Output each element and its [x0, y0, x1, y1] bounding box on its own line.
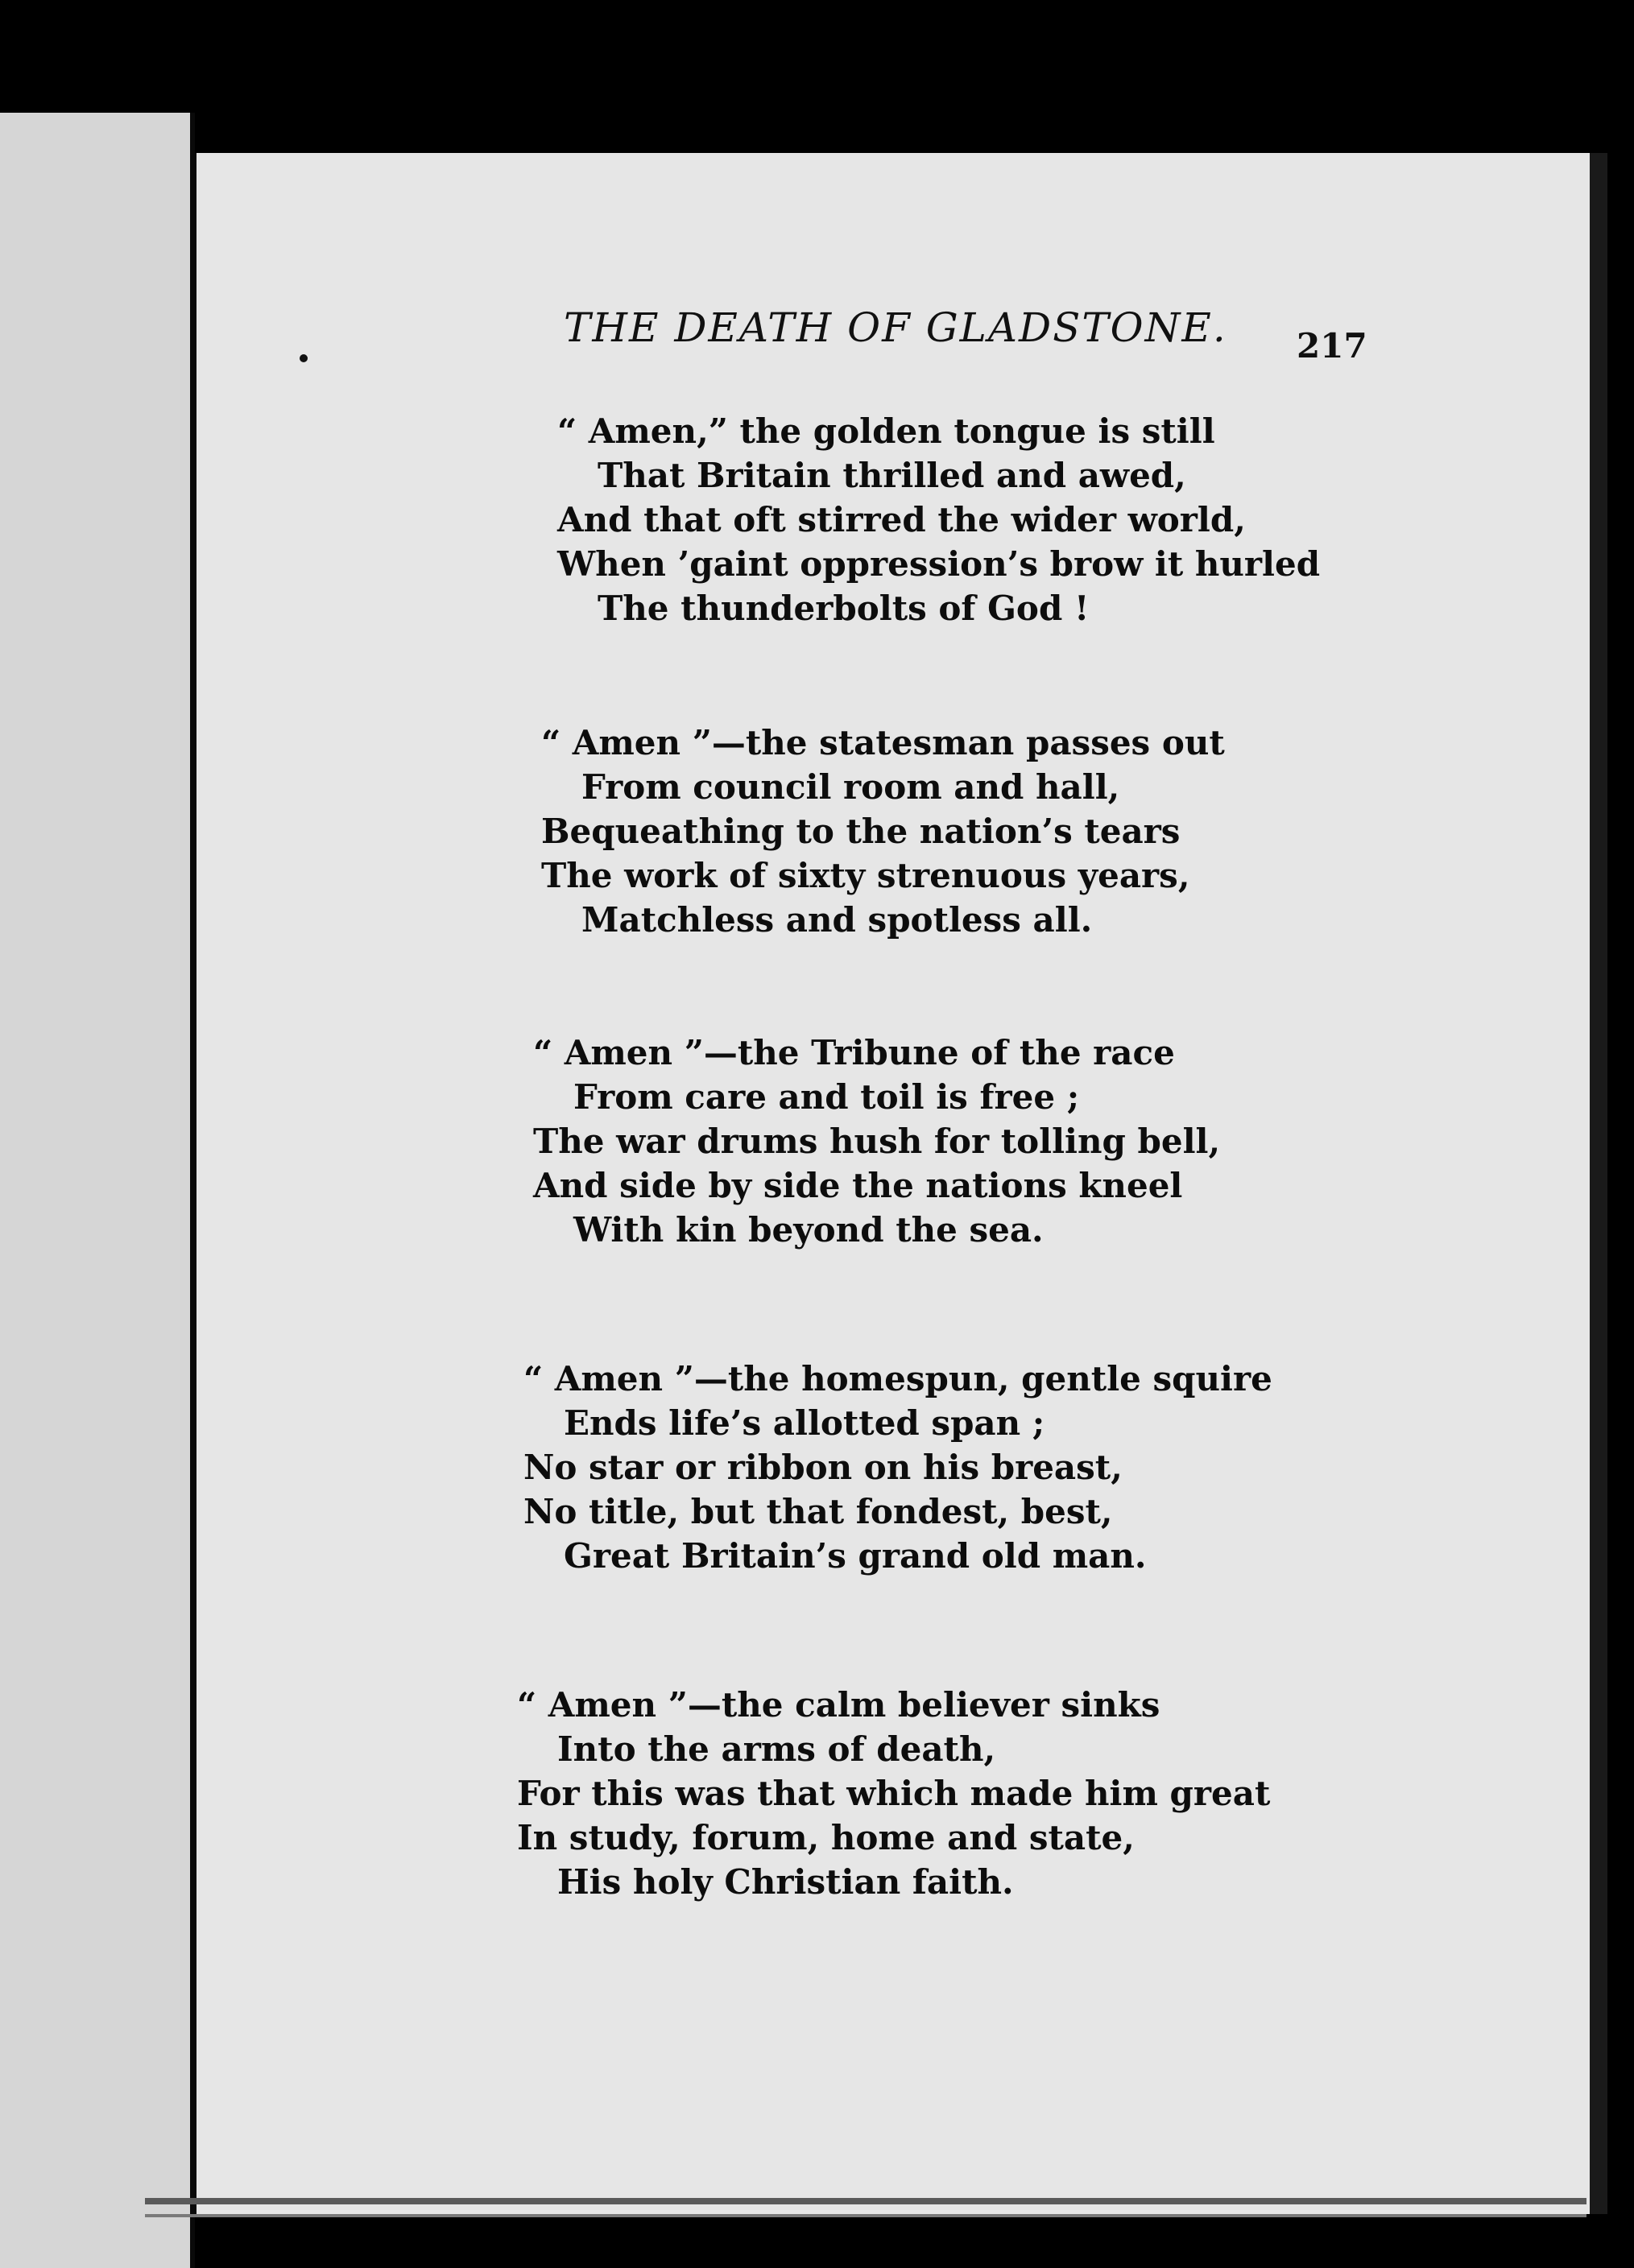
verse-line: From council room and hall,: [581, 767, 1120, 807]
verse-line: “ Amen ”—the homespun, gentle squire: [523, 1359, 1272, 1398]
verse-line: No star or ribbon on his breast,: [523, 1448, 1123, 1487]
page-bottom-edge-inner: [145, 2214, 1586, 2217]
verse-line: His holy Christian faith.: [557, 1862, 1014, 1902]
verse-line: “ Amen,” the golden tongue is still: [557, 411, 1215, 451]
verse-line: In study, forum, home and state,: [517, 1818, 1135, 1857]
verse-line: That Britain thrilled and awed,: [598, 456, 1186, 495]
verse-line: Matchless and spotless all.: [581, 900, 1093, 940]
verse-line: “ Amen ”—the statesman passes out: [541, 723, 1225, 762]
verse-line: From care and toil is free ;: [573, 1077, 1080, 1117]
verse-line: “ Amen ”—the calm believer sinks: [517, 1685, 1160, 1725]
verse-line: No title, but that fondest, best,: [523, 1492, 1113, 1531]
verse-line: Bequeathing to the nation’s tears: [541, 812, 1181, 851]
stanza-5: [517, 1683, 1270, 1904]
stanza-1: [557, 409, 1320, 630]
ink-speck: [300, 354, 308, 362]
verse-line: The thunderbolts of God !: [598, 589, 1090, 628]
verse-line: With kin beyond the sea.: [573, 1210, 1044, 1250]
page-number: 217: [1297, 326, 1367, 366]
verse-line: For this was that which made him great: [517, 1774, 1271, 1813]
verse-line: Great Britain’s grand old man.: [564, 1536, 1147, 1576]
verse-line: “ Amen ”—the Tribune of the race: [533, 1033, 1175, 1072]
book-spine: [190, 113, 195, 2268]
running-header-title: THE DEATH OF GLADSTONE.: [564, 304, 1227, 351]
verse-line: The war drums hush for tolling bell,: [533, 1122, 1221, 1161]
stanza-3: [533, 1031, 1220, 1252]
verse-line: When ’gaint oppression’s brow it hurled: [557, 544, 1321, 584]
verse-line: Ends life’s allotted span ;: [564, 1403, 1045, 1443]
verse-line: And side by side the nations kneel: [533, 1166, 1183, 1205]
page-bottom-edge: [145, 2198, 1586, 2204]
verse-line: And that oft stirred the wider world,: [557, 500, 1246, 539]
stanza-2: [541, 721, 1225, 942]
left-page-edge: [0, 113, 190, 2268]
verse-line: The work of sixty strenuous years,: [541, 856, 1190, 895]
stanza-4: [523, 1357, 1272, 1578]
verse-line: Into the arms of death,: [557, 1729, 996, 1769]
